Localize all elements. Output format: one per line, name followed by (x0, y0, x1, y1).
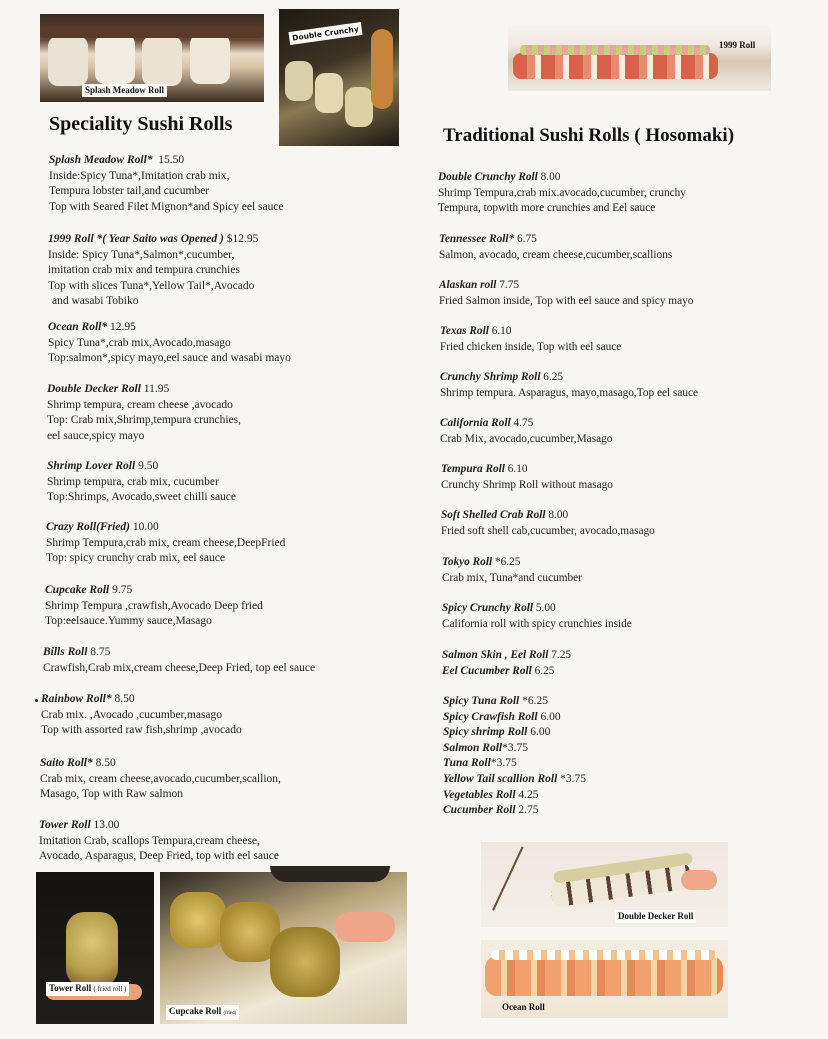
tower-photo-caption (46, 982, 129, 996)
item-description: Shrimp tempura, crab mix, cucumber (47, 475, 219, 488)
item-description: eel sauce,spicy mayo (47, 429, 145, 442)
list-item: Spicy Tuna Roll *6.25 (443, 695, 548, 707)
menu-item-crazy-roll: Crazy Roll(Fried) 10.00 Shrimp Tempura,crab mix, cream cheese,DeepFried Top: spicy crunchy crab mix, eel sauce (46, 520, 285, 567)
bullet-dot (35, 699, 38, 702)
item-description: Tempura, topwith more crunchies and Eel sauce (438, 202, 656, 215)
menu-item-salmon-skin-eel: Salmon Skin , Eel Roll 7.25 Eel Cucumber Roll 6.25 (442, 649, 572, 677)
menu-item-bills-roll: Bills Roll 8.75 Crawfish,Crab mix,cream cheese,Deep Fried, top eel sauce (43, 645, 315, 676)
tower-caption-note: ( fried roll ) (93, 985, 127, 993)
list-item: Cucumber Roll 2.75 (443, 804, 539, 817)
double-decker-roll-photo (481, 842, 728, 927)
tower-roll-photo (36, 872, 154, 1024)
ocean-photo-caption: Ocean Roll (502, 1002, 545, 1012)
item-description: and wasabi Tobiko (52, 295, 139, 308)
list-item: Vegetables Roll 4.25 (443, 788, 539, 801)
menu-item-saito-roll: Saito Roll* 8.50 Crab mix, cream cheese,avocado,cucumber,scallion, Masago, Top with Raw salmon (40, 756, 281, 803)
item-description: Imitation Crab, scallops Tempura,cream cheese, (39, 834, 260, 847)
item-description: Spicy Tuna*,crab mix,Avocado,masago (48, 336, 231, 349)
menu-item-alaskan: Alaskan roll 7.75 Fried Salmon inside, Top with eel sauce and spicy mayo (439, 278, 693, 309)
list-item: Yellow Tail scallion Roll *3.75 (443, 772, 587, 785)
splash-photo-caption: Splash Meadow Roll (82, 84, 167, 97)
menu-item-tempura: Tempura Roll 6.10 Crunchy Shrimp Roll without masago (441, 462, 613, 493)
item-description: Fried chicken inside, Top with eel sauce (440, 340, 622, 353)
item-description: Top with assorted raw fish,shrimp ,avocado (41, 724, 242, 737)
item-description: Salmon, avocado, cream cheese,cucumber,scallions (439, 248, 673, 261)
item-description: imitation crab mix and tempura crunchies (48, 264, 240, 277)
item-description: California roll with spicy crunchies inside (442, 617, 632, 630)
double-crunchy-roll-photo (279, 9, 399, 146)
cupcake-caption-note: (fried) (223, 1011, 237, 1016)
cupcake-caption-label: Cupcake Roll (169, 1006, 222, 1016)
menu-item-shrimp-lover: Shrimp Lover Roll 9.50 Shrimp tempura, crab mix, cucumber Top:Shrimps, Avocado,sweet chilli sauce (47, 459, 236, 506)
item-description: Top:salmon*,spicy mayo,eel sauce and wasabi mayo (48, 352, 291, 365)
menu-item-ocean-roll: Ocean Roll* 12.95 Spicy Tuna*,crab mix,Avocado,masago Top:salmon*,spicy mayo,eel sauce and wasabi mayo (48, 320, 291, 367)
item-description: Masago, Top with Raw salmon (40, 788, 184, 801)
item-description: Top:eelsauce.Yummy sauce,Masago (45, 615, 212, 628)
item-description: Top: Crab mix,Shrimp,tempura crunchies, (47, 414, 242, 427)
item-description: Top with Seared Filet Mignon*and Spicy eel sauce (49, 200, 284, 213)
list-item: Tuna Roll*3.75 (443, 757, 517, 770)
item-description: Shrimp Tempura,crab mix.avocado,cucumber, crunchy (438, 186, 686, 199)
speciality-heading: Speciality Sushi Rolls (49, 113, 233, 135)
item-description: Shrimp tempura, cream cheese ,avocado (47, 398, 233, 411)
tower-caption-label: Tower Roll (49, 983, 92, 993)
menu-item-cupcake-roll: Cupcake Roll 9.75 Shrimp Tempura ,crawfish,Avocado Deep fried Top:eelsauce.Yummy sauce,Masago (45, 583, 263, 630)
menu-item-double-decker: Double Decker Roll 11.95 Shrimp tempura, cream cheese ,avocado Top: Crab mix,Shrimp,tempura crunchies, eel sauce,spicy mayo (47, 382, 241, 444)
menu-item-tennessee: Tennessee Roll* 6.75 Salmon, avocado, cream cheese,cucumber,scallions (439, 232, 672, 263)
list-item: Spicy Crawfish Roll 6.00 (443, 710, 561, 723)
ocean-roll-photo (481, 940, 728, 1018)
double-decker-photo-caption: Double Decker Roll (615, 910, 696, 923)
plate-edge-photo (270, 866, 390, 882)
item-description: Crawfish,Crab mix,cream cheese,Deep Fried, top eel sauce (43, 661, 316, 674)
traditional-heading: Traditional Sushi Rolls ( Hosomaki) (443, 125, 735, 146)
menu-item-soft-shelled-crab: Soft Shelled Crab Roll 8.00 Fried soft shell cab,cucumber, avocado,masago (441, 508, 655, 539)
item-description: Top:Shrimps, Avocado,sweet chilli sauce (47, 491, 237, 504)
menu-item-california: California Roll 4.75 Crab Mix, avocado,cucumber,Masago (440, 416, 612, 447)
list-item: Spicy shrimp Roll 6.00 (443, 726, 551, 739)
item-description: Crab mix, Tuna*and cucumber (442, 571, 582, 584)
menu-item-spicy-crunchy: Spicy Crunchy Roll 5.00 California roll with spicy crunchies inside (442, 601, 632, 632)
menu-item-texas: Texas Roll 6.10 Fried chicken inside, Top with eel sauce (440, 324, 621, 355)
item-description: Inside: Spicy Tuna*,Salmon*,cucumber, (48, 248, 235, 261)
item-description: Top with slices Tuna*,Yellow Tail*,Avocado (48, 279, 255, 292)
item-description: Shrimp tempura. Asparagus, mayo,masago,Top eel sauce (440, 386, 699, 399)
menu-item-crunchy-shrimp: Crunchy Shrimp Roll 6.25 Shrimp tempura. Asparagus, mayo,masago,Top eel sauce (440, 370, 698, 401)
menu-item-tokyo: Tokyo Roll *6.25 Crab mix, Tuna*and cucumber (442, 555, 582, 586)
double-crunchy-photo-caption: Double Crunchy (288, 22, 362, 45)
item-description: Top: spicy crunchy crab mix, eel sauce (46, 552, 225, 565)
menu-item-rainbow-roll: Rainbow Roll* 8.50 Crab mix. ,Avocado ,cucumber,masago Top with assorted raw fish,shrimp ,avocado (41, 692, 242, 739)
item-description: Inside:Spicy Tuna*,Imitation crab mix, (49, 169, 230, 182)
item-description: Crab mix, cream cheese,avocado,cucumber,scallion, (40, 772, 281, 785)
item-description: Fried soft shell cab,cucumber, avocado,masago (441, 524, 655, 537)
compact-roll-list (443, 694, 586, 819)
cupcake-roll-photo (160, 872, 407, 1024)
item-description: Crunchy Shrimp Roll without masago (441, 478, 613, 491)
menu-item-1999-roll: 1999 Roll *( Year Saito was Opened ) $12.95 Inside: Spicy Tuna*,Salmon*,cucumber, imitation crab mix and tempura crunchies Top with slices Tuna*,Yellow Tail*,Avocado and wasabi Tobiko (48, 232, 258, 310)
menu-item-double-crunchy: Double Crunchy Roll 8.00 Shrimp Tempura,crab mix.avocado,cucumber, crunchy Tempura, topwith more crunchies and Eel sauce (438, 170, 686, 217)
item-description: Crab mix. ,Avocado ,cucumber,masago (41, 708, 223, 721)
roll-1999-photo (508, 25, 771, 91)
item-description: Crab Mix, avocado,cucumber,Masago (440, 432, 613, 445)
item-description: Fried Salmon inside, Top with eel sauce and spicy mayo (439, 294, 694, 307)
list-item: Salmon Roll*3.75 (443, 741, 528, 754)
menu-item-tower-roll: Tower Roll 13.00 Imitation Crab, scallops Tempura,cream cheese, Avocado, Asparagus, Deep Fried, top with eel sauce (39, 818, 279, 865)
item-description: Shrimp Tempura ,crawfish,Avocado Deep fried (45, 599, 263, 612)
splash-meadow-roll-photo (40, 14, 264, 102)
cupcake-photo-caption (166, 1005, 239, 1020)
item-description: Tempura lobster tail,and cucumber (49, 185, 210, 198)
menu-item-splash-meadow: Splash Meadow Roll* 15.50 Inside:Spicy Tuna*,Imitation crab mix, Tempura lobster tail,and cucumber Top with Seared Filet Mignon*and Spicy eel sauce (49, 153, 284, 215)
item-description: Avocado, Asparagus, Deep Fried, top with eel sauce (39, 850, 279, 863)
roll-1999-photo-caption: 1999 Roll (719, 40, 756, 50)
item-description: Shrimp Tempura,crab mix, cream cheese,DeepFried (46, 536, 286, 549)
menu-item-eel-cucumber: Eel Cucumber Roll (442, 664, 532, 677)
